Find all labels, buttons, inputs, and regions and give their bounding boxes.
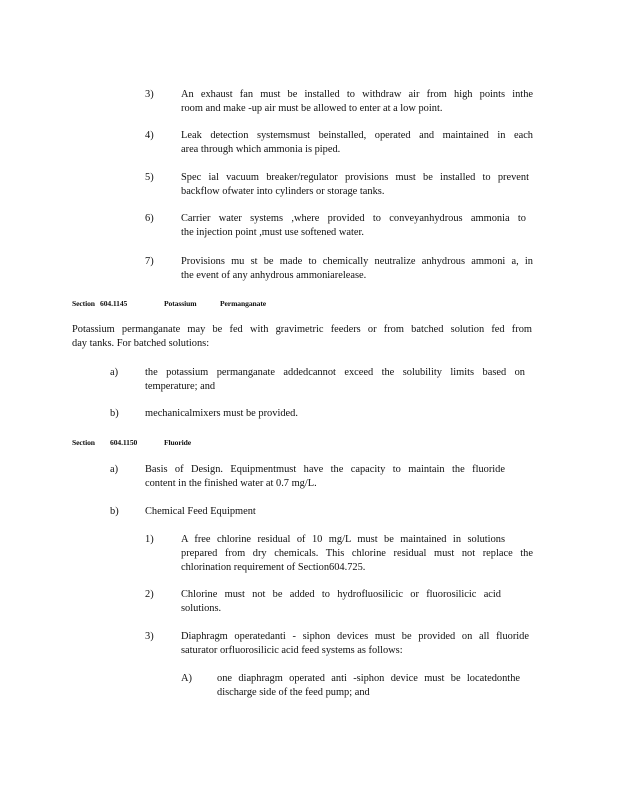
item-text-line: Chlorine must not be added to hydrofluosilicic or fluorosilicic acid [181, 589, 501, 600]
item-number: b) [110, 506, 119, 517]
item-text-line: area through which ammonia is piped. [181, 144, 341, 155]
item-text-line: the event of any anhydrous ammoniarelease. [181, 270, 367, 281]
section-number: 604.1150 [110, 438, 138, 447]
item-text-line: Chemical Feed Equipment [145, 506, 256, 517]
item-number: a) [110, 367, 119, 378]
item-text-line: prepared from dry chemicals. This chlorine residual must not replace the [181, 548, 533, 559]
item-number: 1) [145, 534, 154, 545]
item-number: b) [110, 408, 119, 419]
item-text-line: room and make -up air must be allowed to enter at a low point. [181, 103, 443, 114]
section-label: Section [72, 438, 95, 447]
item-text-line: content in the finished water at 0.7 mg/L. [145, 478, 317, 489]
item-number: 3) [145, 631, 154, 642]
paragraph-line: day tanks. For batched solutions: [72, 338, 210, 349]
item-text-line: the potassium permanganate addedcannot exceed the solubility limits based on [145, 367, 525, 378]
item-text-line: temperature; and [145, 381, 216, 392]
item-text-line: solutions. [181, 603, 222, 614]
item-text-line: Leak detection systemsmust beinstalled, operated and maintained in each [181, 130, 533, 141]
item-text-line: backflow ofwater into cylinders or storage tanks. [181, 186, 385, 197]
list-item [110, 505, 530, 519]
item-number: 7) [145, 256, 154, 267]
item-text-line: Basis of Design. Equipmentmust have the capacity to maintain the fluoride [145, 464, 505, 475]
paragraph-line: Potassium permanganate may be fed with gravimetric feeders or from batched solution fed from [72, 324, 532, 335]
item-text-line: Diaphragm operatedanti - siphon devices must be provided on all fluoride [181, 631, 529, 642]
item-text-line: Provisions mu st be made to chemically neutralize anhydrous ammoni a, in [181, 256, 533, 267]
paragraph [72, 323, 532, 351]
item-text-line: mechanicalmixers must be provided. [145, 408, 298, 419]
list-item [181, 672, 531, 700]
item-text-line: Spec ial vacuum breaker/regulator provisions must be installed to prevent [181, 172, 529, 183]
list-item [145, 88, 535, 116]
section-label: Section [72, 299, 95, 308]
item-number: 3) [145, 89, 154, 100]
item-text-line: An exhaust fan must be installed to withdraw air from high points inthe [181, 89, 533, 100]
list-item [145, 255, 535, 283]
item-number: 4) [145, 130, 154, 141]
list-item [110, 463, 530, 491]
list-item [145, 171, 535, 199]
item-text-line: discharge side of the feed pump; and [217, 687, 370, 698]
item-number: a) [110, 464, 119, 475]
item-text-line: Carrier water systems ,where provided to conveyanhydrous ammonia to [181, 213, 526, 224]
list-item [110, 366, 530, 394]
list-item [145, 129, 535, 157]
list-item [110, 407, 530, 421]
item-number: 2) [145, 589, 154, 600]
section-heading [72, 436, 272, 448]
item-number: A) [181, 673, 192, 684]
section-title: Permanganate [220, 299, 267, 308]
section-heading [72, 297, 332, 309]
item-text-line: the injection point ,must use softened water. [181, 227, 364, 238]
section-number: 604.1145 [100, 299, 128, 308]
list-item [145, 533, 535, 575]
item-text-line: A free chlorine residual of 10 mg/L must be maintained in solutions [181, 534, 505, 545]
section-title: Fluoride [164, 438, 192, 447]
item-text-line: saturator orfluorosilicic acid feed systems as follows: [181, 645, 403, 656]
section-title: Potassium [164, 299, 197, 308]
list-item [145, 588, 535, 616]
item-text-line: chlorination requirement of Section604.725. [181, 562, 366, 573]
list-item [145, 212, 535, 240]
item-number: 6) [145, 213, 154, 224]
item-text-line: one diaphragm operated anti -siphon device must be locatedonthe [217, 673, 520, 684]
list-item [145, 630, 535, 658]
item-number: 5) [145, 172, 154, 183]
